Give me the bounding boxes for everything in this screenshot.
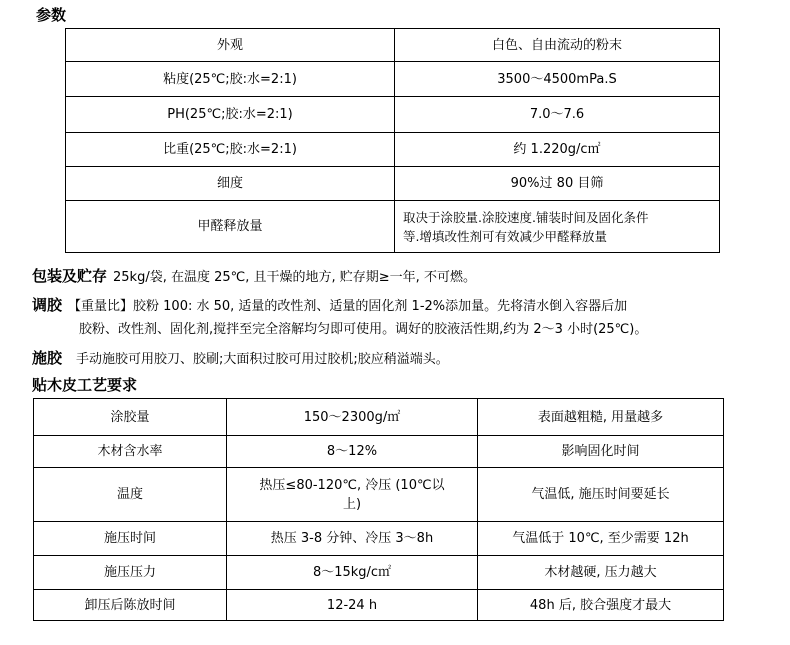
process-note: 48h 后, 胶合强度才最大 [478,590,724,621]
process-value [227,468,478,522]
param-value-line: 取决于涂胶量.涂胶速度.铺装时间及固化条件 [403,209,649,225]
param-name: 甲醛释放量 [66,201,395,253]
process-item: 施压时间 [34,522,227,556]
application-paragraph [32,347,449,371]
application-label: 施胶 [32,349,63,367]
mixing-line: 胶粉、改性剂、固化剂,搅拌至完全溶解均匀即可使用。调好的胶液活性期,约为 2～3 小时(25℃)。 [79,322,648,337]
param-value: 约 1.220g/c㎡ [395,133,720,167]
table-row [66,167,720,201]
mixing-paragraph [32,294,772,341]
process-item: 卸压后陈放时间 [34,590,227,621]
packaging-label: 包装及贮存 [32,267,108,285]
packaging-paragraph [32,265,476,289]
table-row [66,133,720,167]
table-row [66,29,720,62]
table-row [34,522,724,556]
process-item: 木材含水率 [34,436,227,468]
process-value-line: 上) [342,496,362,512]
process-item: 涂胶量 [34,399,227,436]
table-row [34,399,724,436]
param-value: 7.0～7.6 [395,97,720,133]
process-value: 热压 3-8 分钟、冷压 3～8h [227,522,478,556]
process-note: 气温低于 10℃, 至少需要 12h [478,522,724,556]
table-row [34,590,724,621]
process-item: 温度 [34,468,227,522]
param-name: 比重(25℃;胶:水=2:1) [66,133,395,167]
process-value: 12-24 h [227,590,478,621]
table-row [34,436,724,468]
param-value-line: 等.增填改性剂可有效减少甲醛释放量 [403,228,607,244]
process-note: 影响固化时间 [478,436,724,468]
section-title-process: 贴木皮工艺要求 [32,376,138,394]
process-note: 表面越粗糙, 用量越多 [478,399,724,436]
process-table [33,398,724,621]
process-note: 木材越硬, 压力越大 [478,556,724,590]
param-value: 白色、自由流动的粉末 [395,29,720,62]
process-value: 8～12% [227,436,478,468]
table-row [66,62,720,97]
params-table [65,28,720,253]
process-value: 150～2300g/㎡ [227,399,478,436]
param-value: 90%过 80 目筛 [395,167,720,201]
param-name: 外观 [66,29,395,62]
param-name: 粘度(25℃;胶:水=2:1) [66,62,395,97]
param-name: 细度 [66,167,395,201]
table-row [66,201,720,253]
mixing-text: 【重量比】胶粉 100: 水 50, 适量的改性剂、适量的固化剂 1-2%添加量。先将清水倒入容器后加 [68,299,628,314]
section-title-params: 参数 [36,6,67,24]
process-item: 施压压力 [34,556,227,590]
param-value [395,201,720,253]
param-name: PH(25℃;胶:水=2:1) [66,97,395,133]
table-row [34,556,724,590]
process-note: 气温低, 施压时间要延长 [478,468,724,522]
table-row [34,468,724,522]
process-value-line: 热压≤80-120℃, 冷压 (10℃以 [259,477,445,493]
application-text: 手动施胶可用胶刀、胶刷;大面积过胶可用过胶机;胶应稍溢端头。 [76,352,449,367]
mixing-line [32,294,772,318]
table-row [66,97,720,133]
param-value: 3500～4500mPa.S [395,62,720,97]
process-value: 8～15kg/c㎡ [227,556,478,590]
packaging-text: 25kg/袋, 在温度 25℃, 且干燥的地方, 贮存期≥一年, 不可燃。 [113,270,476,285]
mixing-label: 调胶 [32,296,63,314]
